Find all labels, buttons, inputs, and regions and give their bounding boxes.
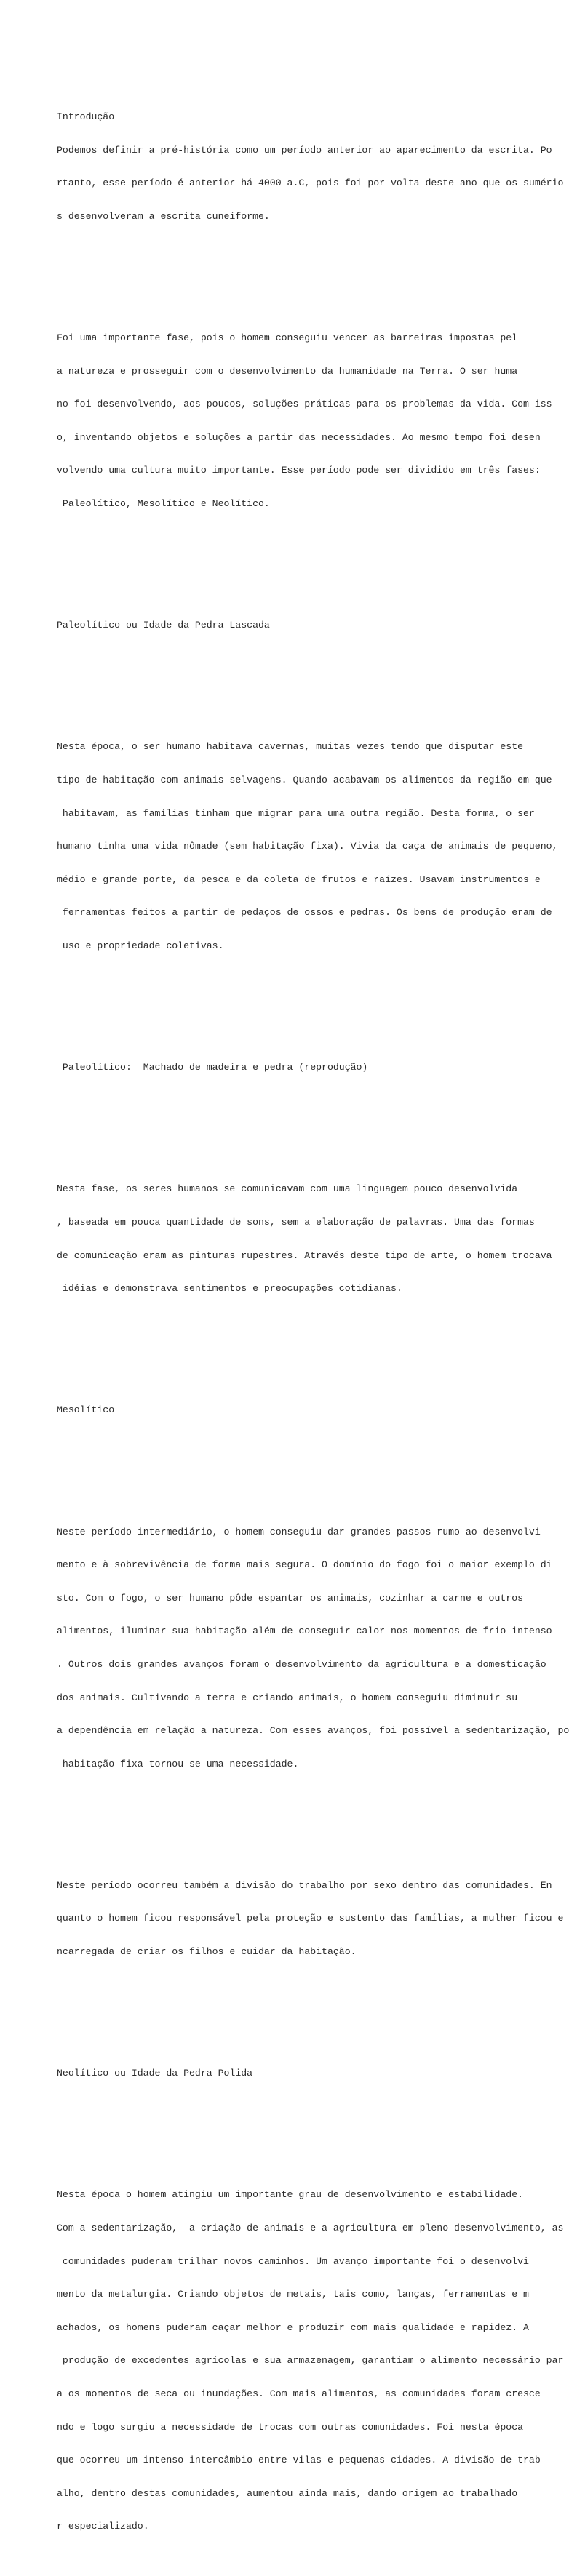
text-line: Neste período ocorreu também a divisão do trabalho por sexo dentro das comunidades. En	[57, 1879, 552, 1891]
text-line: tipo de habitação com animais selvagens. Quando acabavam os alimentos da região em que	[57, 774, 552, 785]
paragraph-gap	[57, 1117, 559, 1128]
paragraph-gap	[57, 266, 559, 277]
paleolitico-paragraph	[57, 719, 559, 974]
intro-paragraph	[57, 89, 564, 244]
text-line: rtanto, esse período é anterior há 4000 a.C, pois foi por volta deste ano que os sumério	[57, 177, 564, 189]
paragraph-gap	[57, 1460, 559, 1471]
heading-neolitico	[57, 2046, 559, 2101]
text-line: alimentos, iluminar sua habitação além de conseguir calor nos momentos de frio intenso	[57, 1625, 552, 1637]
text-line: ferramentas feitos a partir de pedaços de ossos e pedras. Os bens de produção eram de	[57, 907, 552, 919]
paragraph-gap	[57, 2123, 559, 2134]
text-line: Neste período intermediário, o homem conseguiu dar grandes passos rumo ao desenvolvi	[57, 1526, 541, 1537]
text-line: s desenvolveram a escrita cuneiforme.	[57, 210, 270, 222]
comunicacao-paragraph	[57, 1161, 559, 1316]
document-page	[57, 56, 569, 2576]
text-line: de comunicação eram as pinturas rupestres. Através deste tipo de arte, o homem trocava	[57, 1249, 552, 1261]
section-heading: Paleolítico ou Idade da Pedra Lascada	[57, 620, 270, 631]
text-line: achados, os homens puderam caçar melhor e produzir com mais qualidade e rapidez. A	[57, 2321, 529, 2333]
text-line: médio e grande porte, da pesca e da coleta de frutos e raízes. Usavam instrumentos e	[57, 873, 541, 885]
text-line: r especializado.	[57, 2521, 149, 2532]
text-line: a os momentos de seca ou inundações. Com mais alimentos, as comunidades foram cresce	[57, 2388, 541, 2400]
text-line: Nesta época, o ser humano habitava cavernas, muitas vezes tendo que disputar este	[57, 741, 524, 753]
heading-mesolitico	[57, 1383, 559, 1438]
text-line: que ocorreu um intenso intercâmbio entre vilas e pequenas cidades. A divisão de trab	[57, 2455, 541, 2466]
text-line: . Outros dois grandes avanços foram o desenvolvimento da agricultura e a domesticação	[57, 1658, 546, 1670]
text-line: , baseada em pouca quantidade de sons, sem a elaboração de palavras. Uma das formas	[57, 1216, 535, 1228]
text-line: dos animais. Cultivando a terra e criando animais, o homem conseguiu diminuir su	[57, 1692, 518, 1703]
text-line: ncarregada de criar os filhos e cuidar da habitação.	[57, 1946, 357, 1958]
paragraph-gap	[57, 2001, 559, 2012]
divisao-trabalho-paragraph	[57, 1857, 564, 1979]
text-line: alho, dentro destas comunidades, aumentou ainda mais, dando origem ao trabalhado	[57, 2487, 518, 2499]
intro-paragraph-2	[57, 311, 559, 532]
text-line: habitavam, as famílias tinham que migrar para uma outra região. Desta forma, o ser	[57, 807, 535, 819]
text-line: habitação fixa tornou-se uma necessidade.	[57, 1758, 299, 1769]
text-line: idéias e demonstrava sentimentos e preocupações cotidianas.	[57, 1283, 402, 1295]
heading-paleolitico	[57, 598, 559, 653]
text-line: uso e propriedade coletivas.	[57, 940, 224, 951]
text-line: mento e à sobrevivência de forma mais segura. O domínio do fogo foi o maior exemplo di	[57, 1559, 552, 1571]
section-heading: Neolítico ou Idade da Pedra Polida	[57, 2068, 253, 2079]
text-line: volvendo uma cultura muito importante. Esse período pode ser dividido em três fases:	[57, 465, 541, 476]
neolitico-paragraph	[57, 2167, 564, 2554]
text-line: quanto o homem ficou responsável pela proteção e sustento das famílias, a mulher ficou e	[57, 1913, 564, 1924]
mesolitico-paragraph	[57, 1504, 569, 1791]
text-line: Nesta época o homem atingiu um importante grau de desenvolvimento e estabilidade.	[57, 2189, 524, 2201]
text-line: a dependência em relação a natureza. Com esses avanços, foi possível a sedentarização, po	[57, 1725, 569, 1737]
paragraph-gap	[57, 1338, 559, 1349]
paragraph-gap	[57, 996, 559, 1007]
paragraph-gap	[57, 553, 559, 564]
section-title-introducao: Introdução	[57, 111, 115, 123]
text-line: Nesta fase, os seres humanos se comunicavam com uma linguagem pouco desenvolvida	[57, 1183, 518, 1195]
paragraph-gap	[57, 675, 559, 686]
text-line: a natureza e prosseguir com o desenvolvimento da humanidade na Terra. O ser huma	[57, 365, 518, 377]
paragraph-gap	[57, 1814, 559, 1825]
text-line: humano tinha uma vida nômade (sem habitação fixa). Vivia da caça de animais de pequeno,	[57, 841, 558, 852]
text-line: produção de excedentes agrícolas e sua armazenagem, garantiam o alimento necessário par	[57, 2355, 564, 2367]
text-line: sto. Com o fogo, o ser humano pôde espantar os animais, cozinhar a carne e outros	[57, 1592, 524, 1604]
text-line: no foi desenvolvendo, aos poucos, soluções práticas para os problemas da vida. Com iss	[57, 399, 552, 410]
text-line: mento da metalurgia. Criando objetos de metais, tais como, lanças, ferramentas e m	[57, 2289, 529, 2300]
section-heading: Mesolítico	[57, 1404, 115, 1416]
text-line: Com a sedentarização, a criação de animais e a agricultura em pleno desenvolvimento, as	[57, 2223, 564, 2234]
text-line: comunidades puderam trilhar novos caminhos. Um avanço importante foi o desenvolvi	[57, 2255, 529, 2267]
text-line: Foi uma importante fase, pois o homem conseguiu vencer as barreiras impostas pel	[57, 332, 518, 343]
text-line: Paleolítico, Mesolítico e Neolítico.	[57, 497, 270, 509]
image-caption	[57, 1040, 559, 1095]
text-line: Podemos definir a pré-história como um período anterior ao aparecimento da escrita. Po	[57, 144, 552, 156]
text-line: ndo e logo surgiu a necessidade de trocas com outras comunidades. Foi nesta época	[57, 2421, 524, 2433]
caption-text: Paleolítico: Machado de madeira e pedra (reprodução)	[57, 1062, 368, 1073]
text-line: o, inventando objetos e soluções a partir das necessidades. Ao mesmo tempo foi desen	[57, 431, 541, 443]
